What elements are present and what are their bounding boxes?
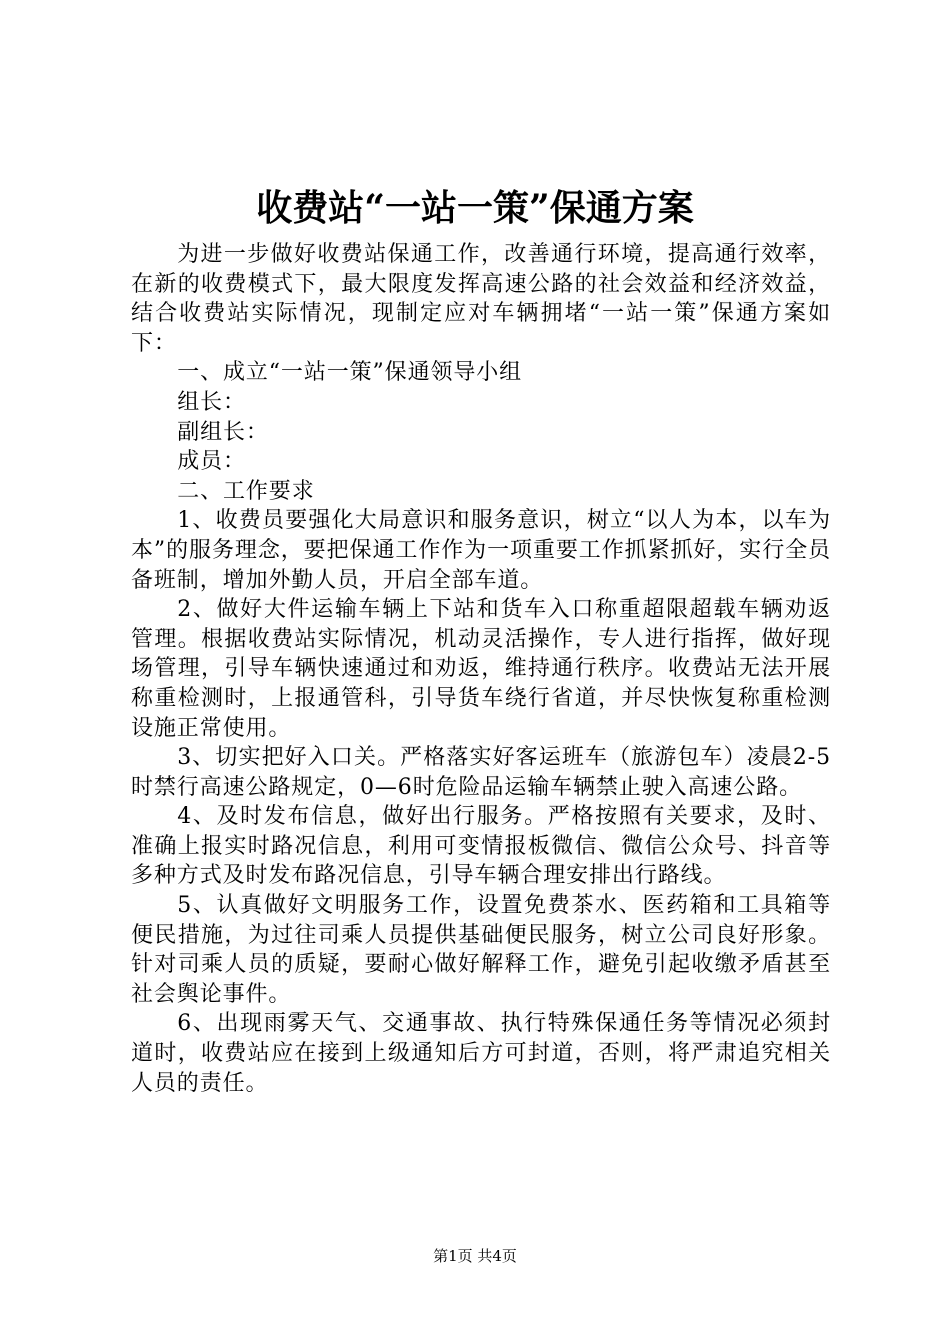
requirement-paragraph-3: 3、切实把好入口关。严格落实好客运班车（旅游包车）凌晨2-5时禁行高速公路规定，0—6时危险品运输车辆禁止驶入高速公路。: [131, 745, 831, 800]
requirement-paragraph-4: 4、及时发布信息，做好出行服务。严格按照有关要求，及时、准确上报实时路况信息，利用可变情报板微信、微信公众号、抖音等多种方式及时发布路况信息，引导车辆合理安排出行路线。: [131, 804, 831, 889]
requirement-paragraph-2: 2、做好大件运输车辆上下站和货车入口称重超限超载车辆劝返管理。根据收费站实际情况，机动灵活操作，专人进行指挥，做好现场管理，引导车辆快速通过和劝返，维持通行秩序。收费站无法开展称重检测时，上报通管科，引导货车绕行省道，并尽快恢复称重检测设施正常使用。: [131, 597, 831, 741]
requirement-paragraph-6: 6、出现雨雾天气、交通事故、执行特殊保通任务等情况必须封道时，收费站应在接到上级通知后方可封道，否则，将严肃追究相关人员的责任。: [131, 1011, 831, 1096]
document-body: [131, 240, 831, 1098]
section-heading-1: 一、成立“一站一策”保通领导小组: [177, 360, 523, 386]
deputy-leader-line: 副组长：: [177, 419, 269, 445]
section-heading-2: 二、工作要求: [177, 478, 315, 504]
document-title: 收费站“一站一策”保通方案: [256, 187, 694, 229]
members-line: 成员：: [177, 449, 246, 475]
requirement-paragraph-5: 5、认真做好文明服务工作，设置免费茶水、医药箱和工具箱等便民措施，为过往司乘人员提供基础便民服务，树立公司良好形象。针对司乘人员的质疑，要耐心做好解释工作，避免引起收缴矛盾甚至社会舆论事件。: [131, 893, 831, 1007]
leader-line: 组长：: [177, 389, 246, 415]
intro-paragraph: 为进一步做好收费站保通工作，改善通行环境，提高通行效率，在新的收费模式下，最大限度发挥高速公路的社会效益和经济效益，结合收费站实际情况，现制定应对车辆拥堵“一站一策”保通方案如下：: [131, 242, 831, 356]
page-number-footer: 第1页 共4页: [433, 1247, 517, 1265]
requirement-paragraph-1: 1、收费员要强化大局意识和服务意识，树立“以人为本，以车为本”的服务理念，要把保通工作作为一项重要工作抓紧抓好，实行全员备班制，增加外勤人员，开启全部车道。: [131, 508, 831, 593]
